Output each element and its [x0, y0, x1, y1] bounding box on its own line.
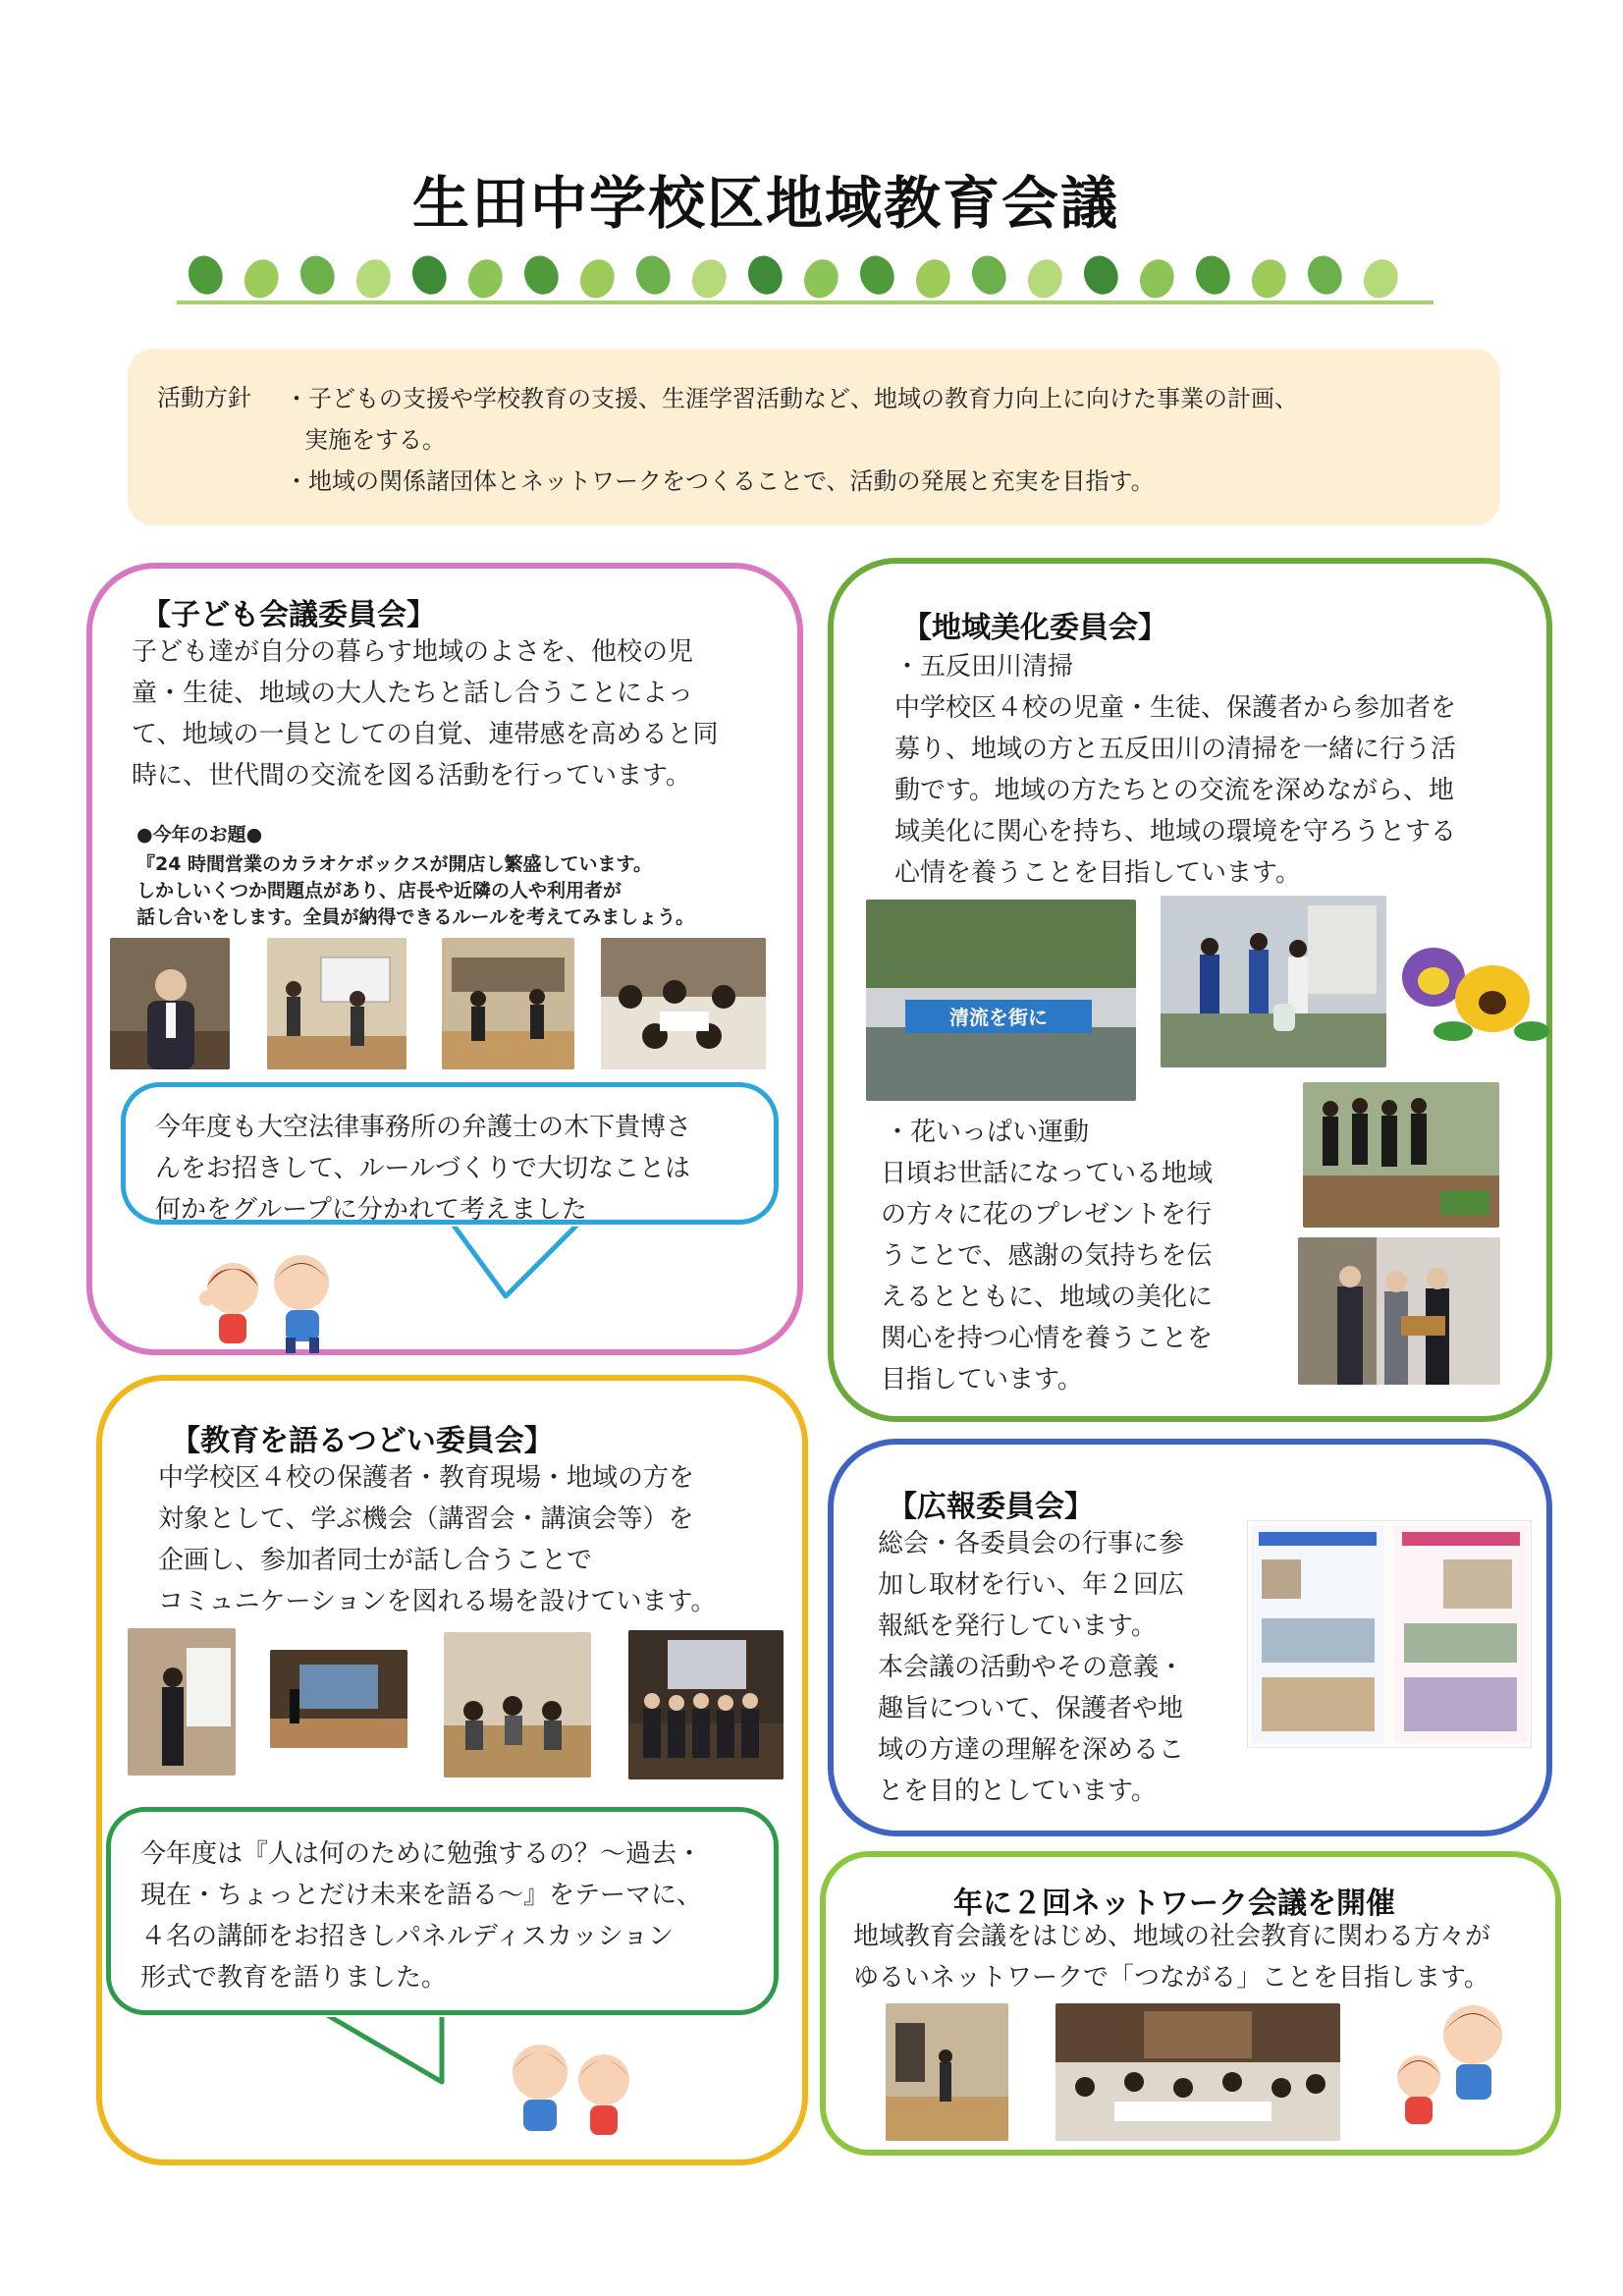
photo-speaker: [128, 1628, 236, 1776]
text-line: て、地域の一員としての自覚、連帯感を高めると同: [132, 720, 719, 749]
policy-line: 実施をする。: [304, 426, 446, 454]
kodomo-speech-bubble: [121, 1082, 779, 1225]
text-line: 中学校区４校の児童・生徒、保護者から参加者を: [894, 693, 1457, 723]
kodomo-description: [132, 631, 718, 796]
photo-network-meeting: [1055, 2003, 1340, 2141]
text-line: 総会・各委員会の行事に参: [878, 1529, 1185, 1558]
policy-box: [128, 349, 1500, 525]
photo-auditorium-stage: [270, 1650, 407, 1748]
photo-classroom-1: [267, 938, 406, 1069]
leaf-icon: [687, 254, 732, 302]
kataru-bubble-tail: [304, 2013, 471, 2092]
text-line: 加し取材を行い、年２回広: [878, 1570, 1185, 1600]
text-line: 形式で教育を語りました。: [140, 1963, 448, 1993]
text-line: 目指しています。: [881, 1365, 1083, 1394]
leaf-icon: [296, 251, 341, 300]
leaf-icon: [1247, 254, 1292, 302]
odai-heading: ●今年のお題●: [136, 824, 263, 846]
odai-text: [136, 851, 694, 931]
text-line: 地域教育会議をはじめ、地域の社会教育に関わる方々が: [853, 1922, 1490, 1951]
text-line: 趣旨について、保護者や地: [878, 1694, 1183, 1723]
text-line: 域の方達の理解を深めるこ: [878, 1735, 1185, 1765]
kataru-speech-bubble: [106, 1807, 779, 2015]
text-line: ４名の講師をお招きしパネルディスカッション: [140, 1922, 675, 1951]
leaf-icon: [352, 254, 397, 302]
kodomo-bubble-tail: [432, 1223, 599, 1311]
bika-description-2: [881, 1153, 1213, 1400]
policy-line: ・子どもの支援や学校教育の支援、生涯学習活動など、地域の教育力向上に向けた事業の計画、: [285, 385, 1298, 412]
text-line: 動です。地域の方たちとの交流を深めながら、地: [894, 776, 1454, 805]
koho-description: [878, 1523, 1184, 1812]
photo-cleanup-students: [1161, 896, 1386, 1067]
text-line: 中学校区４校の保護者・教育現場・地域の方を: [158, 1463, 695, 1493]
leaf-icon: [1359, 254, 1404, 302]
text-line: 日頃お世話になっている地域: [881, 1159, 1214, 1188]
text-line: うことで、感謝の気持ちを伝: [881, 1241, 1213, 1271]
leaf-icon: [1135, 254, 1180, 302]
kodomo-bubble-text: [155, 1107, 691, 1230]
text-line: 時に、世代間の交流を図る活動を行っています。: [132, 761, 691, 791]
leaf-icon: [631, 251, 676, 300]
text-line: んをお招きして、ルールづくりで大切なことは: [155, 1154, 690, 1183]
children-illustration: [191, 1247, 358, 1355]
text-line: 募り、地域の方と五反田川の清掃を一緒に行う活: [894, 735, 1457, 764]
policy-lines: [285, 378, 1483, 502]
text-line: コミュニケーションを図れる場を設けています。: [158, 1587, 717, 1616]
text-line: ゆるいネットワークで「つながる」ことを目指します。: [853, 1963, 1489, 1993]
leaf-icon: [575, 254, 621, 302]
leaf-icon: [519, 251, 565, 300]
bika-description-1: [894, 687, 1456, 894]
photo-panel-session: [444, 1632, 591, 1777]
network-description: [853, 1916, 1490, 1998]
leaf-icon: [967, 251, 1012, 300]
leaf-icon: [911, 254, 956, 302]
children-illustration-3: [1380, 1994, 1527, 2131]
text-line: 子ども達が自分の暮らす地域のよさを、他校の児: [132, 637, 694, 667]
newsletter-thumbnail: [1247, 1520, 1532, 1748]
photo-lecturer: [110, 938, 230, 1069]
photo-flower-planting: [1303, 1082, 1499, 1228]
leaf-icon: [240, 254, 285, 302]
bika-sub1: ・五反田川清掃: [894, 652, 1074, 682]
text-line: 関心を持つ心情を養うことを: [881, 1324, 1214, 1353]
text-line: 今年度は『人は何のために勉強するの？～過去・: [140, 1839, 703, 1869]
policy-line: ・地域の関係諸団体とネットワークをつくることで、活動の発展と充実を目指す。: [285, 467, 1155, 495]
text-line: 現在・ちょっとだけ未来を語る～』をテーマに、: [140, 1881, 703, 1910]
photo-group-panelists: [628, 1630, 784, 1779]
leaf-icon: [1079, 251, 1124, 300]
photo-river-sign: [866, 900, 1136, 1101]
text-line: 今年度も大空法律事務所の弁護士の木下貴博さ: [155, 1113, 692, 1142]
photo-group-discussion: [601, 938, 766, 1069]
text-line: 童・生徒、地域の大人たちと話し合うことによっ: [132, 679, 694, 708]
text-line: の方々に花のプレゼントを行: [881, 1200, 1212, 1230]
leaf-icon: [855, 251, 900, 300]
kataru-description: [158, 1457, 716, 1622]
leaf-icon: [1303, 251, 1348, 300]
leaf-icon: [743, 251, 788, 300]
leaf-icon: [799, 254, 844, 302]
photo-flower-gift: [1298, 1237, 1500, 1385]
text-line: 心情を養うことを目指しています。: [894, 858, 1301, 888]
leaf-icon: [1191, 251, 1236, 300]
kataru-bubble-text: [140, 1833, 702, 1998]
photo-classroom-2: [442, 938, 574, 1069]
text-line: えるとともに、地域の美化に: [881, 1283, 1214, 1312]
text-line: 何かをグループに分かれて考えました: [155, 1195, 587, 1225]
koho-heading: 【広報委員会】: [888, 1490, 1094, 1524]
leaf-icon: [463, 254, 509, 302]
text-line: 対象として、学ぶ機会（講習会・講演会等）を: [158, 1504, 694, 1534]
text-line: 本会議の活動やその意義・: [878, 1653, 1185, 1682]
children-illustration-2: [486, 2033, 653, 2146]
text-line: しかしいくつか問題点があり、店長や近隣の人や利用者が: [136, 880, 622, 902]
policy-label: 活動方針: [157, 384, 251, 411]
river-sign-text: 清流を街に: [949, 1006, 1048, 1029]
pansy-flower-illustration: [1394, 938, 1551, 1051]
text-line: とを目的としています。: [878, 1777, 1157, 1806]
bika-sub2: ・花いっぱい運動: [885, 1118, 1090, 1147]
leaf-icon: [184, 251, 229, 300]
leaf-icon: [407, 251, 453, 300]
network-heading: 年に２回ネットワーク会議を開催: [953, 1886, 1395, 1921]
leaf-garland-decoration: [177, 246, 1434, 314]
text-line: 話し合いをします。全員が納得できるルールを考えてみましょう。: [136, 906, 695, 928]
text-line: 『24 時間営業のカラオケボックスが開店し繁盛しています。: [136, 853, 652, 875]
leaf-icon: [1023, 254, 1068, 302]
kataru-heading: 【教育を語るつどい委員会】: [171, 1424, 554, 1458]
kodomo-heading: 【子ども会議委員会】: [141, 598, 436, 632]
photo-network-gym: [886, 2003, 1008, 2141]
page-title: 生田中学校区地域教育会議: [411, 170, 1119, 237]
text-line: 報紙を発行しています。: [878, 1612, 1157, 1641]
text-line: 企画し、参加者同士が話し合うことで: [158, 1546, 593, 1575]
bika-heading: 【地域美化委員会】: [902, 611, 1167, 645]
text-line: 域美化に関心を持ち、地域の環境を守ろうとする: [894, 817, 1457, 847]
